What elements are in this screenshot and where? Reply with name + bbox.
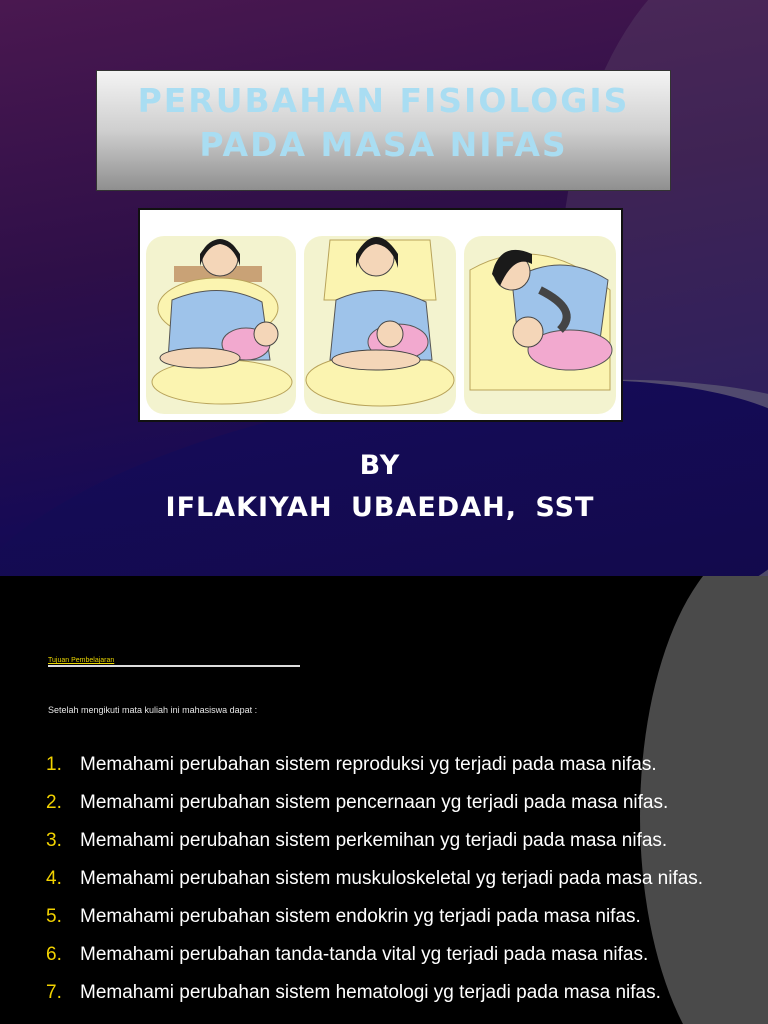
list-item-text: Memahami perubahan sistem muskuloskeletal yg terjadi pada masa nifas. <box>80 868 704 889</box>
author-block <box>0 448 760 532</box>
objectives-list <box>46 752 746 1018</box>
section-underline <box>48 665 300 667</box>
list-item <box>46 828 746 854</box>
list-item-text: Memahami perubahan sistem perkemihan yg terjadi pada masa nifas. <box>80 830 668 851</box>
list-item <box>46 866 746 892</box>
list-number: 1. <box>46 754 62 775</box>
list-number: 6. <box>46 944 62 965</box>
list-item-text: Memahami perubahan tanda-tanda vital yg terjadi pada masa nifas. <box>80 944 649 965</box>
list-item <box>46 980 746 1006</box>
list-number: 3. <box>46 830 62 851</box>
list-number: 5. <box>46 906 62 927</box>
section-label: Tujuan Pembelajaran <box>48 657 115 664</box>
title-box <box>96 70 671 191</box>
list-number: 4. <box>46 868 62 889</box>
list-item <box>46 752 746 778</box>
list-item <box>46 904 746 930</box>
list-number: 7. <box>46 982 62 1003</box>
author-name: IFLAKIYAH UBAEDAH, SST <box>165 492 595 523</box>
list-item <box>46 942 746 968</box>
slide-title-line-2: PADA MASA NIFAS <box>199 125 568 164</box>
breastfeeding-illustration <box>138 208 623 422</box>
list-item-text: Memahami perubahan sistem reproduksi yg terjadi pada masa nifas. <box>80 754 657 775</box>
list-item-text: Memahami perubahan sistem pencernaan yg terjadi pada masa nifas. <box>80 792 669 813</box>
list-item-text: Memahami perubahan sistem hematologi yg terjadi pada masa nifas. <box>80 982 661 1003</box>
list-number: 2. <box>46 792 62 813</box>
list-item-text: Memahami perubahan sistem endokrin yg terjadi pada masa nifas. <box>80 906 641 927</box>
by-label: BY <box>359 450 401 481</box>
slide-title-line-1: PERUBAHAN FISIOLOGIS <box>137 81 630 120</box>
intro-text: Setelah mengikuti mata kuliah ini mahasiswa dapat : <box>48 705 258 715</box>
list-item <box>46 790 746 816</box>
